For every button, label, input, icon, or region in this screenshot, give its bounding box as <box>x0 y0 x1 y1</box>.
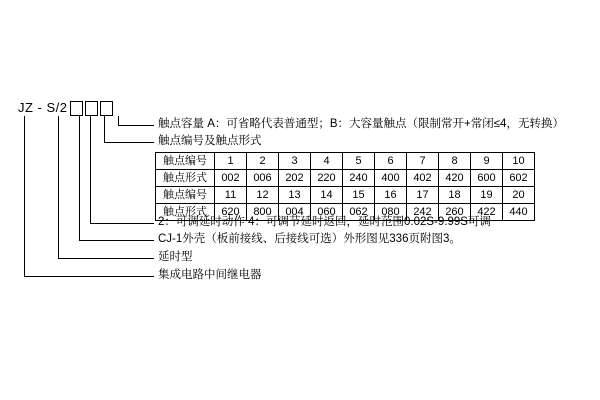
table-cell: 402 <box>407 170 439 187</box>
leader-h-delay <box>58 258 154 259</box>
row-header: 触点形式 <box>156 204 215 221</box>
table-cell: 220 <box>311 170 343 187</box>
table-cell: 8 <box>439 153 471 170</box>
model-code-box-1 <box>70 101 83 116</box>
table-cell: 19 <box>471 187 503 204</box>
table-row <box>156 187 535 204</box>
table-cell: 10 <box>503 153 535 170</box>
table-cell: 6 <box>375 153 407 170</box>
leader-h-case <box>79 240 154 241</box>
leader-h-contact <box>104 142 154 143</box>
table-cell: 15 <box>343 187 375 204</box>
table-cell: 440 <box>503 204 535 221</box>
table-cell: 240 <box>343 170 375 187</box>
table-cell: 080 <box>375 204 407 221</box>
leader-h-capacity <box>118 125 154 126</box>
table-cell: 3 <box>279 153 311 170</box>
table-cell: 400 <box>375 170 407 187</box>
model-code-text: JZ - S/2 <box>18 100 68 115</box>
note-contact-number-form: 触点编号及触点形式 <box>158 135 262 147</box>
leader-v-product <box>24 116 25 276</box>
table-cell: 420 <box>439 170 471 187</box>
table-cell: 004 <box>279 204 311 221</box>
table-row <box>156 153 535 170</box>
leader-h-product <box>24 276 154 277</box>
note-product: 集成电路中间继电器 <box>158 269 262 281</box>
leader-v-capacity <box>118 116 119 125</box>
contact-table <box>155 152 535 221</box>
table-cell: 1 <box>215 153 247 170</box>
table-cell: 18 <box>439 187 471 204</box>
table-cell: 202 <box>279 170 311 187</box>
leader-v-delay <box>58 116 59 258</box>
table-cell: 16 <box>375 187 407 204</box>
table-cell: 2 <box>247 153 279 170</box>
table-cell: 060 <box>311 204 343 221</box>
row-header: 触点编号 <box>156 187 215 204</box>
table-row <box>156 204 535 221</box>
note-case: CJ-1外壳（板前接线、后接线可选）外形图见336页附图3。 <box>158 233 461 245</box>
table-cell: 4 <box>311 153 343 170</box>
model-code <box>18 100 113 116</box>
table-row <box>156 170 535 187</box>
note-delay-type: 延时型 <box>158 251 193 263</box>
table-cell: 260 <box>439 204 471 221</box>
table-cell: 242 <box>407 204 439 221</box>
table-cell: 602 <box>503 170 535 187</box>
table-cell: 062 <box>343 204 375 221</box>
row-header: 触点形式 <box>156 170 215 187</box>
table-cell: 5 <box>343 153 375 170</box>
table-cell: 14 <box>311 187 343 204</box>
leader-v-delay-action <box>90 116 91 223</box>
table-cell: 600 <box>471 170 503 187</box>
table-cell: 9 <box>471 153 503 170</box>
table-cell: 7 <box>407 153 439 170</box>
model-code-box-2 <box>85 101 98 116</box>
table-cell: 17 <box>407 187 439 204</box>
table-cell: 11 <box>215 187 247 204</box>
table-cell: 20 <box>503 187 535 204</box>
leader-h-delay-action <box>90 223 154 224</box>
table-cell: 006 <box>247 170 279 187</box>
table-cell: 12 <box>247 187 279 204</box>
note-delay-action: 2：可调延时动作 4：可调节延时返回，延时范围0.02S-9.99S可调 <box>158 216 491 228</box>
contact-table-wrap <box>155 152 535 221</box>
table-cell: 002 <box>215 170 247 187</box>
leader-v-case <box>79 116 80 240</box>
row-header: 触点编号 <box>156 153 215 170</box>
table-cell: 620 <box>215 204 247 221</box>
leader-v-contact <box>104 116 105 142</box>
table-cell: 13 <box>279 187 311 204</box>
table-cell: 422 <box>471 204 503 221</box>
note-capacity: 触点容量 A：可省略代表普通型；B：大容量触点（限制常开+常闭≤4，无转换） <box>158 118 564 130</box>
model-code-box-3 <box>100 101 113 116</box>
table-cell: 800 <box>247 204 279 221</box>
